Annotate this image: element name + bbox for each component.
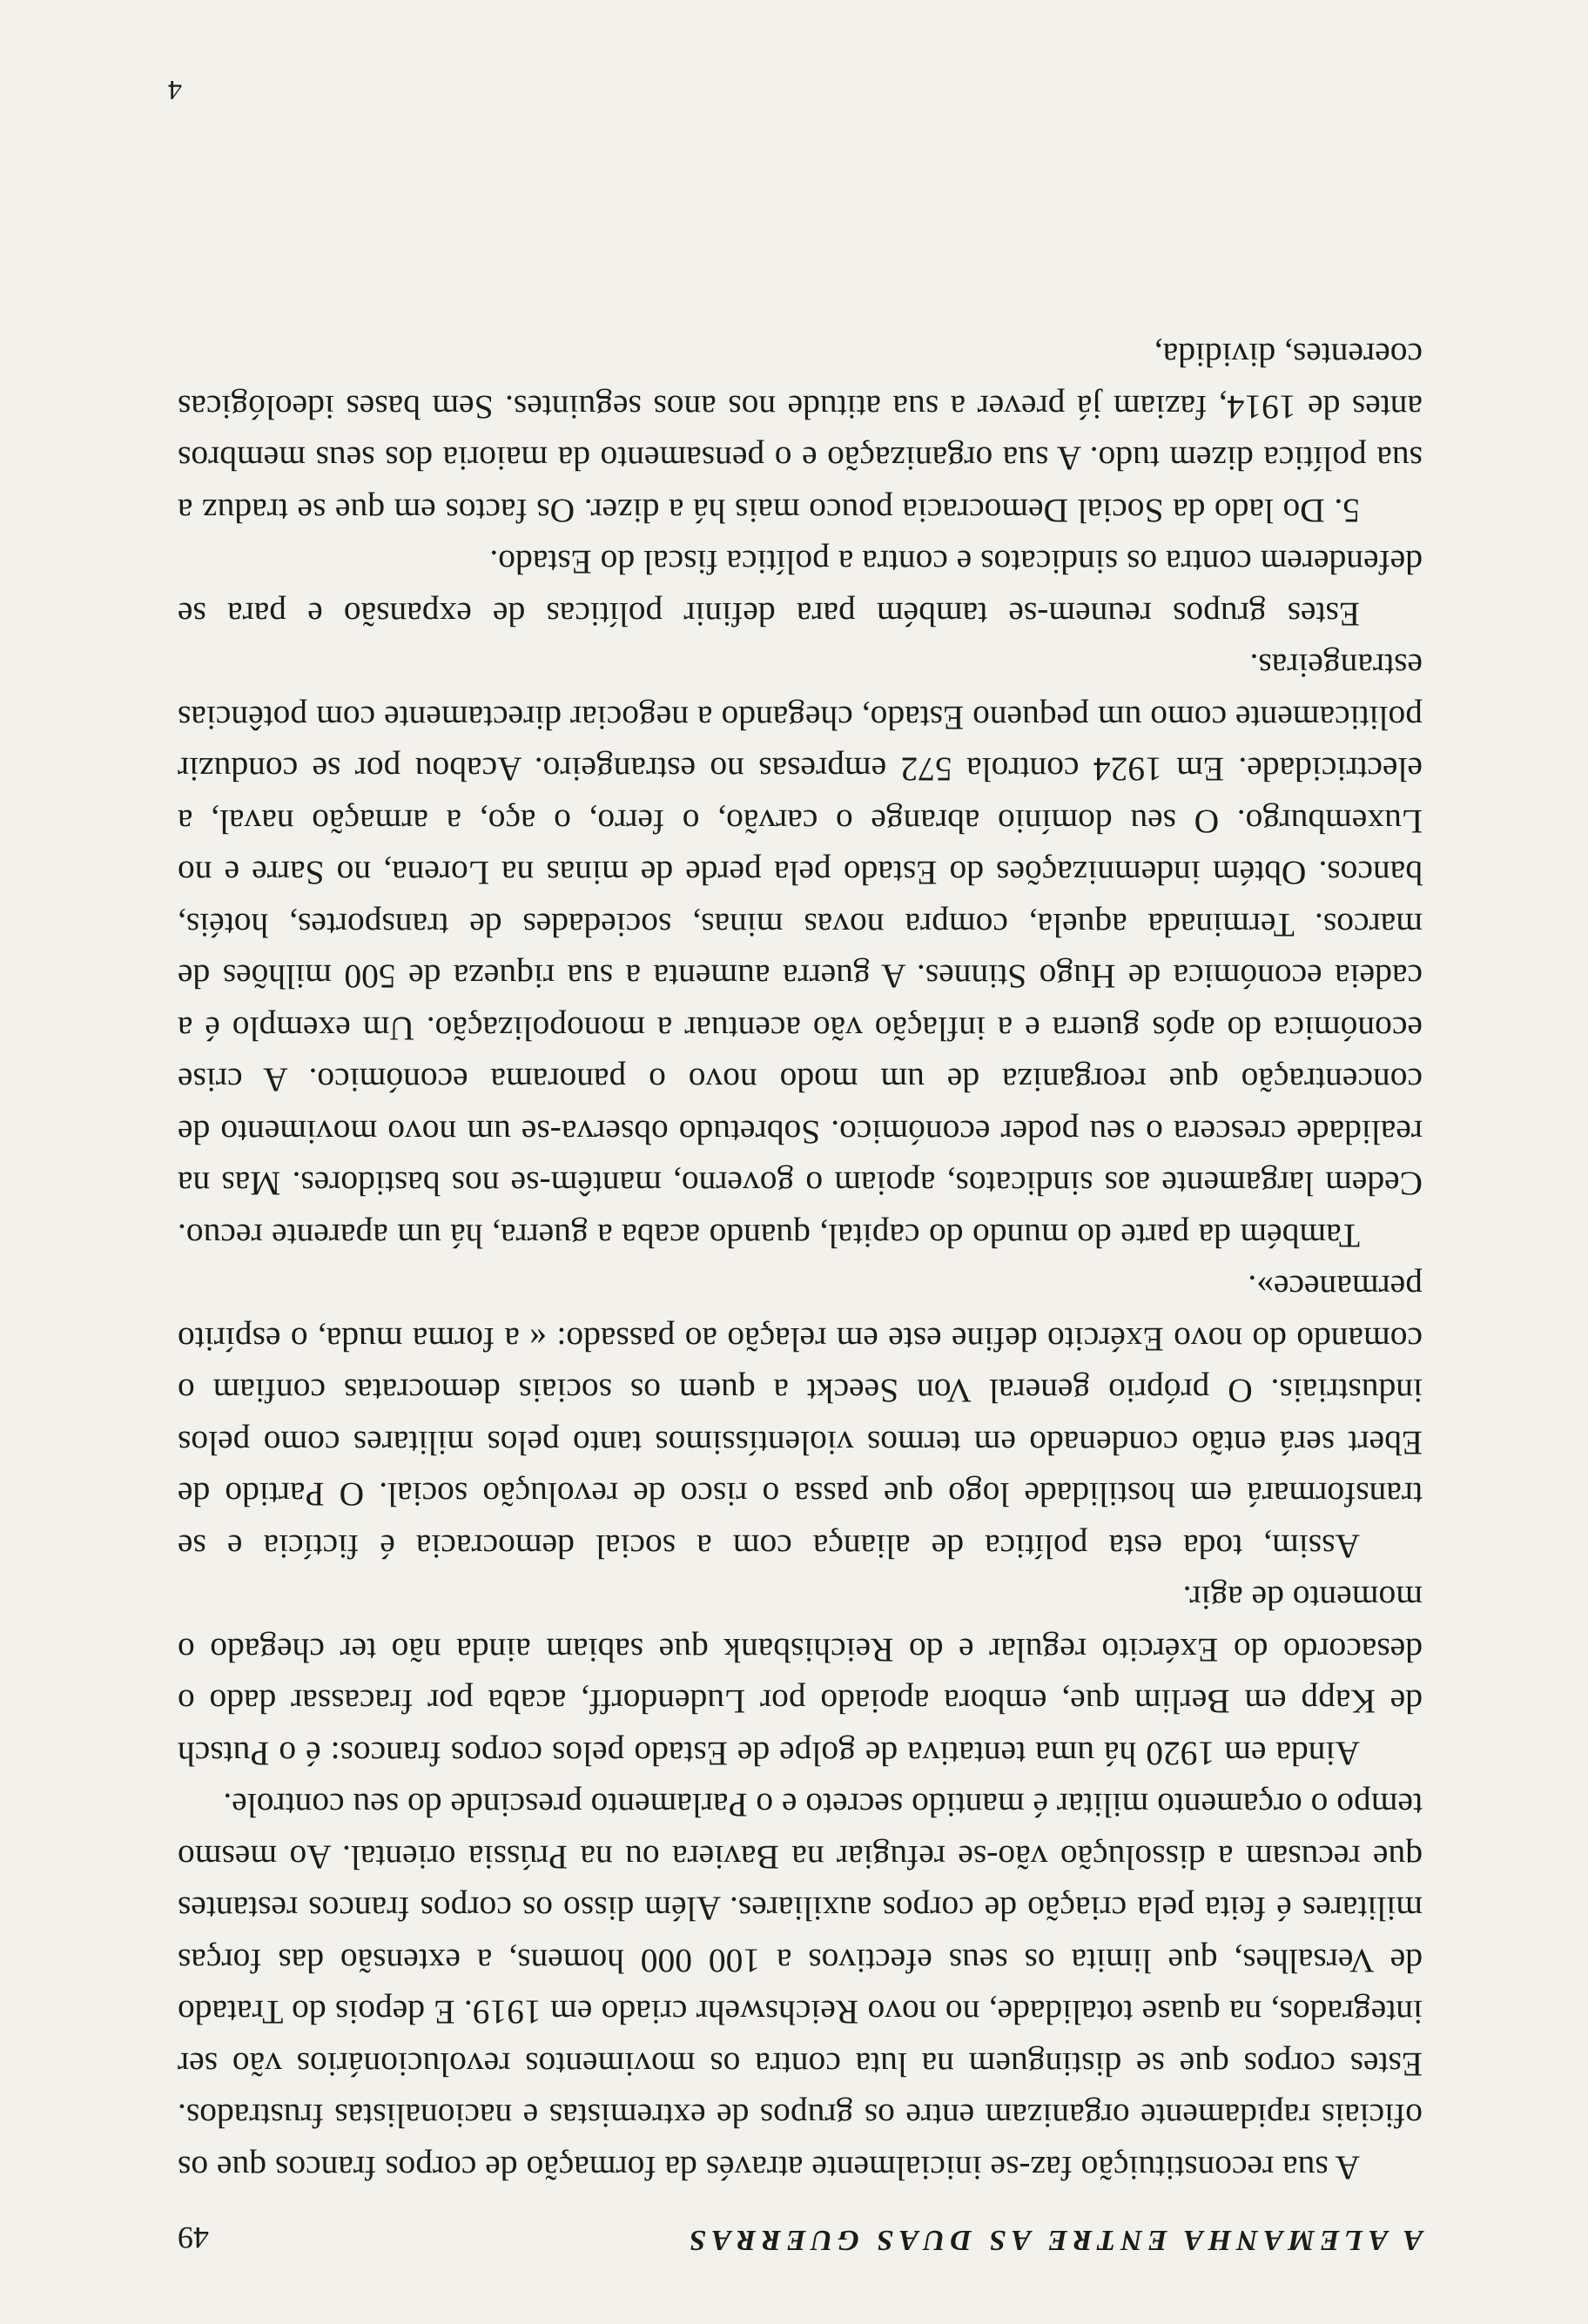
paragraph: Estes grupos reunem-se também para definir políticas de expansão e para se defenderem contra os sindicatos e contra a política fiscal do Estado.	[178, 543, 1423, 634]
paragraph: Ainda em 1920 há uma tentativa de golpe de Estado pelos corpos francos: é o Putsch de Kapp em Berlim que, embora apoiado por Ludendorff, acaba por fracassar dado o desacordo do Exército regular e do Reichisbank que sabiam ainda não ter chegado o momento de agir.	[178, 1579, 1423, 1773]
paragraph: Assim, toda esta política de aliança com a social democracia é fictícia e se transformará em hostilidade logo que passa o risco de revolução social. O Partido de Ebert será então condenado em termos violentíssimos tanto pelos militares como pelos industriais. O próprio general Von Seeckt a quem os sociais democratas confiam o comando do novo Exército define este em relação ao passado: « a forma muda, o espírito permanece».	[178, 1268, 1423, 1566]
body-text	[178, 329, 1423, 2193]
running-title: A ALEMANHA ENTRE AS DUAS GUERRAS	[684, 2224, 1423, 2256]
paragraph: Também da parte do mundo do capital, quando acaba a guerra, há um aparente recuo. Cedem largamente aos sindicatos, apoiam o governo, mantêm-se nos bastidores. Mas na realidade crescera o seu poder económico. Sobretudo observa-se um novo movimento de concentração que reorganiza de um modo novo o panorama económico. A crise económica do após guerra e a inflação vão acentuar a monopolização. Um exemplo é a cadeia económica de Hugo Stinnes. A guerra aumenta a sua riqueza de 500 milhões de marcos. Terminada aquela, compra novas minas, sociedades de transportes, hotéis, bancos. Obtém indemnizações do Estado pela perde de minas na Lorena, no Sarre e no Luxemburgo. O seu domínio abrange o carvão, o ferro, o aço, a armação naval, a electricidade. Em 1924 controla 572 empresas no estrangeiro. Acabou por se conduzir politicamente como um pequeno Estado, chegando a negociar directamente com potências estrangeiras.	[178, 647, 1423, 1255]
paragraph: A sua reconstituição faz-se inicialmente através da formação de corpos francos que os oficiais rapidamente organizam entre os grupos de extremistas e nacionalistas frustrados. Estes corpos que se distinguem na luta contra os movimentos revolucionários vão ser integrados, na quase totalidade, no novo Reichswehr criado em 1919. E depois do Tratado de Versalhes, que limita os seus efectivos a 100 000 homens, a extensão das forças militares é feita pela criação de corpos auxiliares. Além disso os corpos francos restantes que recusam a dissolução vão-se refugiar na Baviera ou na Prússia oriental. Ao mesmo tempo o orçamento militar é mantido secreto e o Parlamento prescinde do seu controle.	[178, 1786, 1423, 2187]
signature-mark: 4	[168, 75, 182, 106]
page-number: 49	[178, 2220, 209, 2255]
paragraph: 5. Do lado da Social Democracia pouco mais há a dizer. Os factos em que se traduz a sua política dizem tudo. A sua organização e o pensamento da maioria dos seus membros antes de 1914, faziam já prever a sua atitude nos anos seguintes. Sem bases ideológicas coerentes, dividida,	[178, 336, 1423, 530]
running-header	[178, 2213, 1423, 2256]
